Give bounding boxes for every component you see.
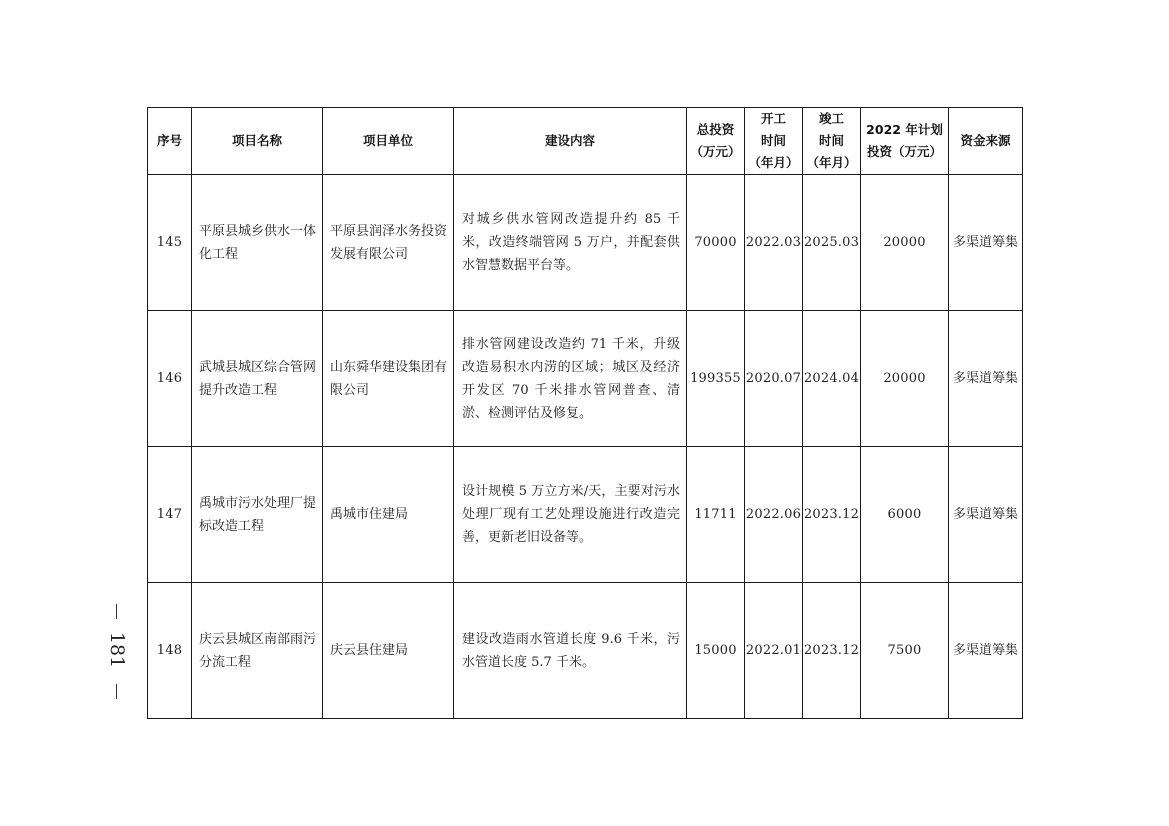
table-row <box>148 583 1023 719</box>
cell-project-unit: 禹城市住建局 <box>323 447 454 583</box>
cell-end-time: 2023.12 <box>803 583 861 719</box>
header-end-line3: （年月） <box>806 155 857 170</box>
cell-start-time: 2022.01 <box>745 583 803 719</box>
cell-plan-2022: 20000 <box>861 175 949 311</box>
cell-project-unit: 庆云县住建局 <box>323 583 454 719</box>
cell-start-time: 2022.06 <box>745 447 803 583</box>
cell-fund-source: 多渠道筹集 <box>949 311 1023 447</box>
cell-fund-source: 多渠道筹集 <box>949 175 1023 311</box>
cell-seq: 147 <box>148 447 192 583</box>
cell-plan-2022: 7500 <box>861 583 949 719</box>
cell-investment: 15000 <box>687 583 745 719</box>
cell-fund-source: 多渠道筹集 <box>949 447 1023 583</box>
header-start-line3: （年月） <box>748 155 799 170</box>
cell-plan-2022: 6000 <box>861 447 949 583</box>
cell-seq: 145 <box>148 175 192 311</box>
cell-project-name: 庆云县城区南部雨污分流工程 <box>192 583 323 719</box>
header-unit: 项目单位 <box>323 108 454 175</box>
header-end-time <box>803 108 861 175</box>
header-investment <box>687 108 745 175</box>
cell-investment: 199355 <box>687 311 745 447</box>
cell-seq: 148 <box>148 583 192 719</box>
cell-end-time: 2025.03 <box>803 175 861 311</box>
cell-seq: 146 <box>148 311 192 447</box>
cell-plan-2022: 20000 <box>861 311 949 447</box>
cell-project-name: 平原县城乡供水一体化工程 <box>192 175 323 311</box>
page-number-dash-top <box>116 604 117 619</box>
cell-construction-content: 对城乡供水管网改造提升约 85 千米，改造终端管网 5 万户，并配套供水智慧数据平台等。 <box>454 175 687 311</box>
header-plan-line1: 2022 年计划 <box>866 122 943 137</box>
cell-end-time: 2023.12 <box>803 447 861 583</box>
header-plan-line2: 投资（万元） <box>866 144 942 159</box>
page-number-dash-bottom <box>116 684 117 699</box>
cell-investment: 11711 <box>687 447 745 583</box>
cell-end-time: 2024.04 <box>803 311 861 447</box>
cell-investment: 70000 <box>687 175 745 311</box>
header-start-line2: 时间 <box>760 133 786 148</box>
page-number: 181 <box>106 631 128 669</box>
header-end-line1: 竣工 <box>818 111 844 126</box>
cell-fund-source: 多渠道筹集 <box>949 583 1023 719</box>
cell-construction-content: 建设改造雨水管道长度 9.6 千米，污水管道长度 5.7 千米。 <box>454 583 687 719</box>
cell-project-name: 武城县城区综合管网提升改造工程 <box>192 311 323 447</box>
cell-start-time: 2020.07 <box>745 311 803 447</box>
header-seq: 序号 <box>148 108 192 175</box>
table-row <box>148 311 1023 447</box>
header-fund-source: 资金来源 <box>949 108 1023 175</box>
cell-construction-content: 排水管网建设改造约 71 千米，升级改造易积水内涝的区域；城区及经济开发区 70 千米排水管网普查、清淤、检测评估及修复。 <box>454 311 687 447</box>
cell-project-name: 禹城市污水处理厂提标改造工程 <box>192 447 323 583</box>
table-row <box>148 447 1023 583</box>
cell-project-unit: 山东舜华建设集团有限公司 <box>323 311 454 447</box>
cell-construction-content: 设计规模 5 万立方米/天，主要对污水处理厂现有工艺处理设施进行改造完善，更新老旧设备等。 <box>454 447 687 583</box>
header-end-line2: 时间 <box>818 133 844 148</box>
table-row <box>148 175 1023 311</box>
project-table <box>147 107 1023 719</box>
header-name: 项目名称 <box>192 108 323 175</box>
header-content: 建设内容 <box>454 108 687 175</box>
header-investment-line2: （万元） <box>690 144 741 159</box>
header-row <box>148 108 1023 175</box>
header-start-line1: 开工 <box>760 111 786 126</box>
header-investment-line1: 总投资 <box>696 122 735 137</box>
cell-start-time: 2022.03 <box>745 175 803 311</box>
header-start-time <box>745 108 803 175</box>
cell-project-unit: 平原县润泽水务投资发展有限公司 <box>323 175 454 311</box>
header-plan-2022 <box>861 108 949 175</box>
